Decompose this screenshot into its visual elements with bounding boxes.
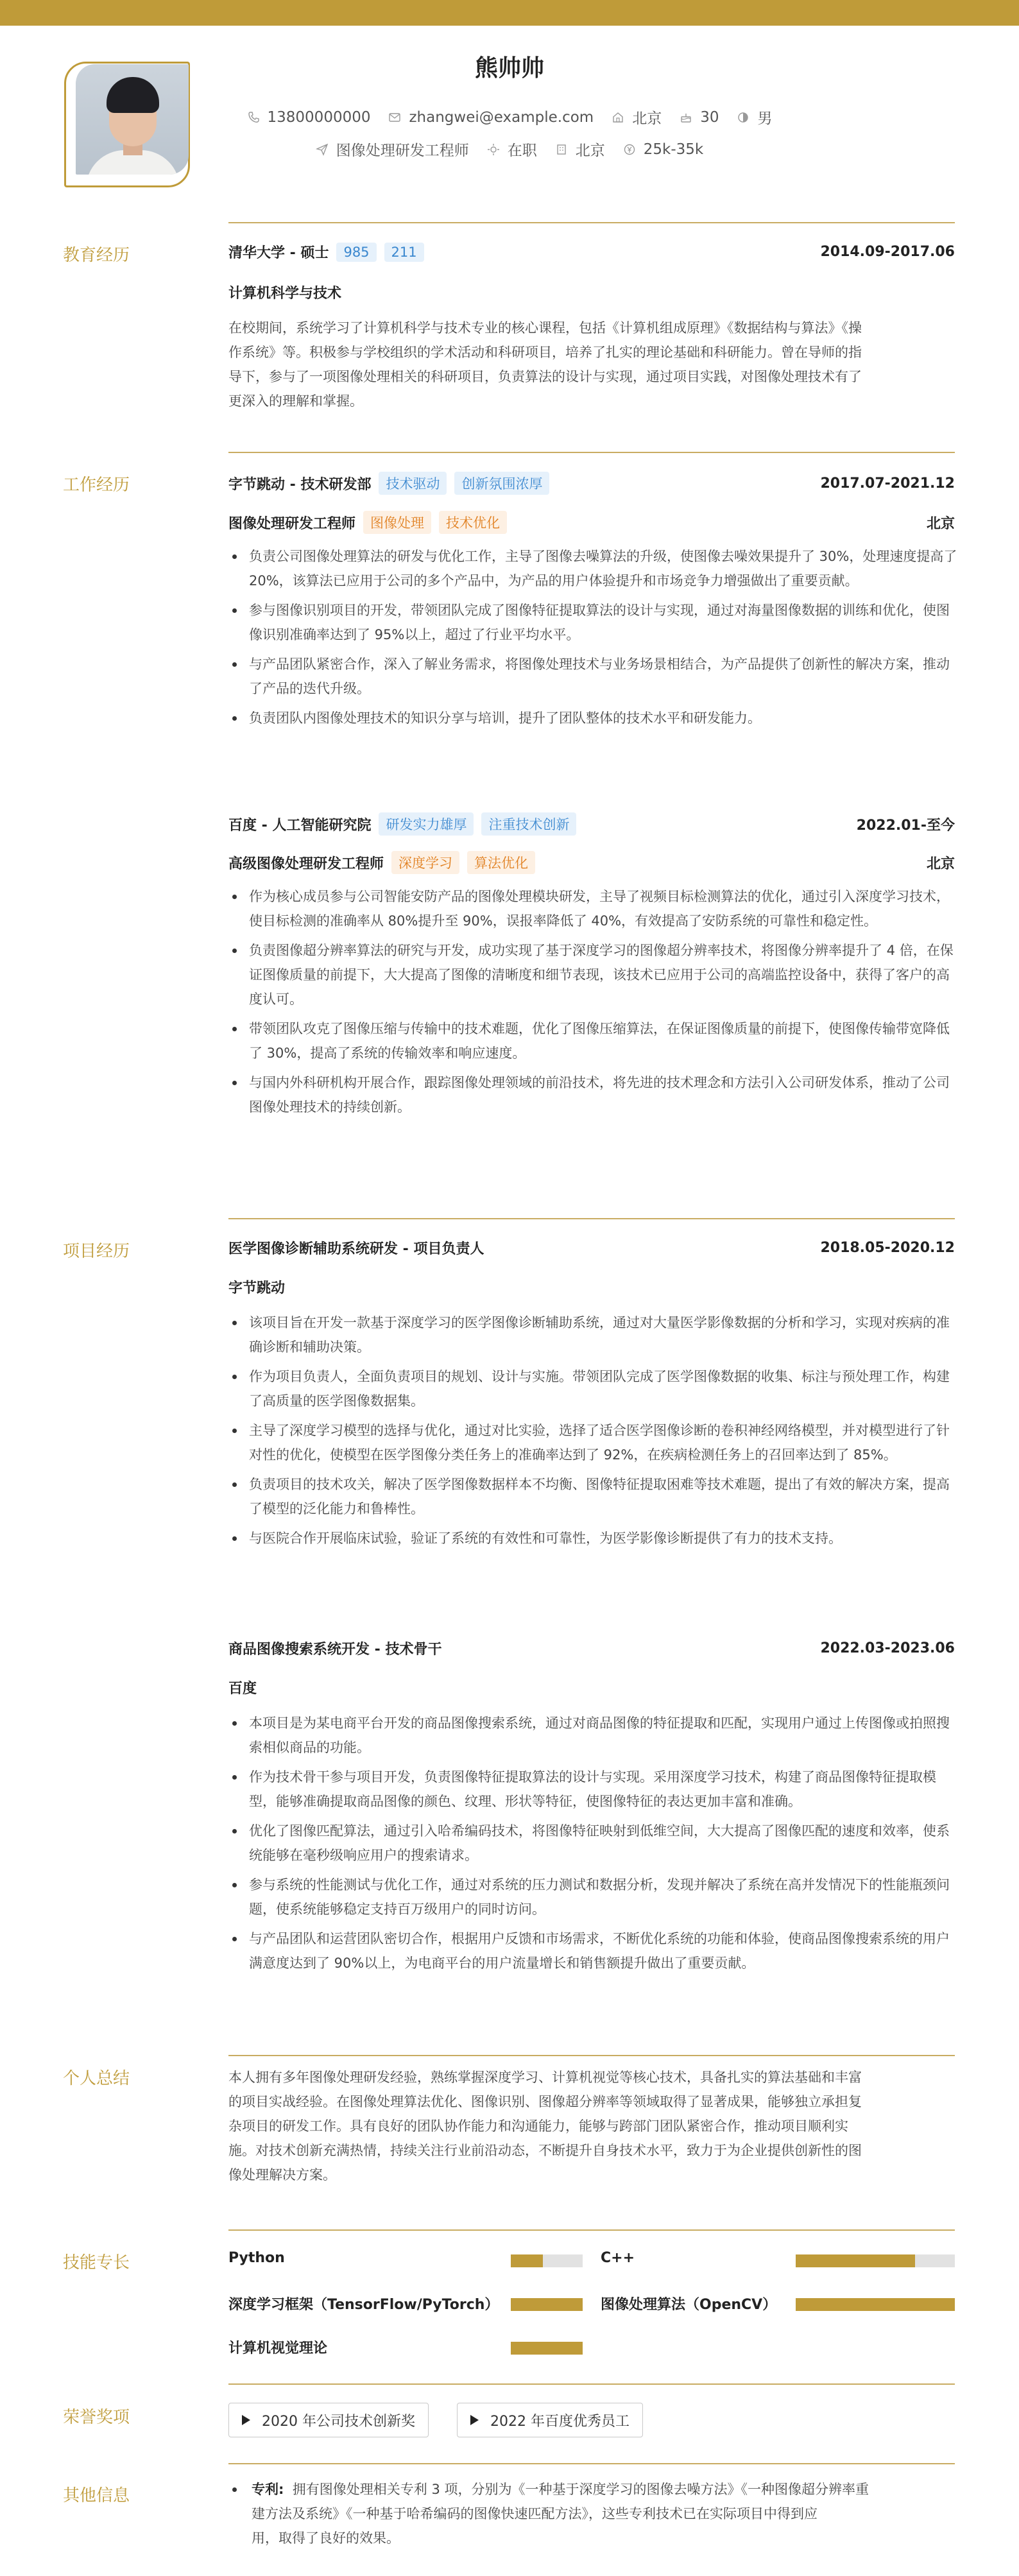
list-item: 与产品团队和运营团队密切合作，根据用户反馈和市场需求，不断优化系统的功能和体验，使商品图像搜索系统的用户满意度达到了 90%以上，为电商平台的用户流量增长和销售额提升做出了重要贡献。 [228, 1927, 957, 1975]
mail-icon [388, 111, 401, 124]
project-org: 百度 [228, 1681, 257, 1697]
list-item: 主导了深度学习模型的选择与优化，通过对比实验，选择了适合医学图像诊断的卷积神经网络模型，并对模型进行了针对性的优化，使模型在医学图像分类任务上的准确率达到了 92%，在疾病检测任务上的召回率达到了 85%。 [228, 1418, 957, 1467]
section-title-project: 项目经历 [63, 1242, 130, 1261]
list-item: 作为核心成员参与公司智能安防产品的图像处理模块研发，主导了视频目标检测算法的优化，通过引入深度学习技术，使目标检测的准确率从 80%提升至 90%，误报率降低了 40%，有效提高了安防系统的可靠性和稳定性。 [228, 884, 957, 933]
skill-bar-fill [796, 2298, 955, 2311]
skill-bar-fill [511, 2342, 583, 2355]
top-accent-bar [0, 0, 1019, 26]
play-icon [470, 2415, 479, 2425]
contact-row [0, 107, 1019, 128]
section-title-education: 教育经历 [63, 246, 130, 265]
section-title-skills: 技能专长 [63, 2253, 130, 2272]
status-icon [487, 143, 500, 156]
skill-bar-fill [511, 2254, 543, 2267]
skill-name: 计算机视觉理论 [228, 2340, 328, 2357]
summary-text: 本人拥有多年图像处理研发经验，熟练掌握深度学习、计算机视觉等核心技术，具备扎实的算法基础和丰富 的项目实战经验。在图像处理算法优化、图像识别、图像超分辨率等领域取得了显著成果，能够独立承担复 杂项目的研发工作。具有良好的团队协作能力和沟通能力，能够与跨部门团队紧密合作，推动项目顺利实 施。对技术创新充满热情，持续关注行业前沿动态，不断提升自身技术水平，致力于为企业提供创新性的图 像处理解决方案。 [228, 2070, 862, 2183]
candidate-name: 熊帅帅 [474, 55, 544, 82]
skill-name: C++ [601, 2250, 635, 2266]
intent-salary: 25k-35k [623, 141, 703, 158]
title-tag: 技术优化 [439, 511, 507, 534]
work-title-row [228, 511, 955, 534]
list-item: 负责图像超分辨率算法的研究与开发，成功实现了基于深度学习的图像超分辨率技术，将图像分辨率提升了 4 倍，在保证图像质量的前提下，大大提高了图像的清晰度和细节表现，该技术已应用于公司的高端监控设备中，获得了客户的高度认可。 [228, 938, 957, 1011]
gender-icon [737, 111, 749, 124]
section-title-other: 其他信息 [63, 2486, 130, 2505]
job-intent-row [0, 139, 1019, 160]
list-item: 负责项目的技术攻关，解决了医学图像数据样本不均衡、图像特征提取困难等技术难题，提出了有效的解决方案，提高了模型的泛化能力和鲁棒性。 [228, 1472, 957, 1521]
work-date: 2022.01-至今 [856, 817, 955, 834]
divider [228, 2463, 955, 2464]
award-item[interactable]: 2022 年百度优秀员工 [457, 2403, 643, 2437]
skill-name: 深度学习框架（TensorFlow/PyTorch） [228, 2297, 499, 2313]
send-icon [316, 143, 329, 156]
intent-city: 北京 [555, 139, 605, 160]
award-item[interactable]: 2020 年公司技术创新奖 [228, 2403, 429, 2437]
list-item: 参与图像识别项目的开发，带领团队完成了图像特征提取算法的设计与实现，通过对海量图像数据的训练和优化，使图像识别准确率达到了 95%以上，超过了行业平均水平。 [228, 598, 957, 647]
skill-name: Python [228, 2250, 285, 2266]
work-title: 图像处理研发工程师 [228, 515, 356, 532]
work-title: 高级图像处理研发工程师 [228, 855, 384, 872]
building-icon [555, 143, 568, 156]
work-bullets [228, 544, 957, 735]
project-bullets [228, 1310, 957, 1556]
skill-bar-fill [511, 2298, 583, 2311]
divider [228, 2055, 955, 2056]
other-info [228, 2477, 957, 2555]
project-date: 2022.03-2023.06 [820, 1640, 955, 1656]
play-icon [242, 2415, 250, 2425]
project-date: 2018.05-2020.12 [820, 1240, 955, 1256]
education-header [228, 242, 955, 262]
work-title-row [228, 851, 955, 874]
education-description: 在校期间，系统学习了计算机科学与技术专业的核心课程，包括《计算机组成原理》《数据结构与算法》《操 作系统》等。积极参与学校组织的学术活动和科研项目，培养了扎实的理论基础和科研能力。曾在导师的指 导下，参与了一项图像处理相关的科研项目，负责算法的设计与实现，通过项目实践，对图像处理技术有了 更深入的理解和掌握。 [228, 320, 862, 409]
work-location: 北京 [926, 515, 955, 532]
work-company: 百度 - 人工智能研究院 [228, 817, 372, 834]
divider [228, 222, 955, 223]
skill-bar [796, 2254, 955, 2267]
education-date: 2014.09-2017.06 [820, 244, 955, 260]
work-company: 字节跳动 - 技术研发部 [228, 476, 372, 493]
section-title-summary: 个人总结 [63, 2069, 130, 2088]
contact-city: 北京 [612, 107, 662, 128]
divider [228, 2229, 955, 2231]
school-tag: 211 [384, 243, 424, 262]
project-org: 字节跳动 [228, 1280, 286, 1296]
list-item: 与国内外科研机构开展合作，跟踪图像处理领域的前沿技术，将先进的技术理念和方法引入公司研发体系，推动了公司图像处理技术的持续创新。 [228, 1070, 957, 1119]
other-label: 专利: [252, 2482, 284, 2497]
list-item: 负责公司图像处理算法的研发与优化工作，主导了图像去噪算法的升级，使图像去噪效果提升了 30%，处理速度提高了 20%，该算法已应用于公司的多个产品中，为产品的用户体验提升和市场竞争力增强做出了重要贡献。 [228, 544, 957, 593]
contact-gender: 男 [737, 107, 772, 128]
work-date: 2017.07-2021.12 [820, 475, 955, 492]
contact-phone: 13800000000 [247, 109, 371, 126]
work-bullets [228, 884, 957, 1124]
skill-name: 图像处理算法（OpenCV） [601, 2297, 777, 2313]
home-icon [612, 111, 624, 124]
title-tag: 深度学习 [391, 851, 459, 874]
phone-icon [247, 111, 260, 124]
contact-email: zhangwei@example.com [388, 109, 594, 126]
divider [228, 452, 955, 453]
project-header [228, 1638, 955, 1658]
project-name: 商品图像搜索系统开发 - 技术骨干 [228, 1642, 442, 1658]
list-item: 作为项目负责人，全面负责项目的规划、设计与实施。带领团队完成了医学图像数据的收集、标注与预处理工作，构建了高质量的医学图像数据集。 [228, 1364, 957, 1413]
list-item: 与产品团队紧密合作，深入了解业务需求，将图像处理技术与业务场景相结合，为产品提供了创新性的解决方案，推动了产品的迭代升级。 [228, 652, 957, 701]
project-header [228, 1238, 955, 1258]
list-item: 作为技术骨干参与项目开发，负责图像特征提取算法的设计与实现。采用深度学习技术，构建了商品图像特征提取模型，能够准确提取商品图像的颜色、纹理、形状等特征，使图像特征的表达更加丰富和准确。 [228, 1765, 957, 1814]
education-major: 计算机科学与技术 [228, 286, 342, 302]
school-tag: 985 [336, 243, 376, 262]
education-school: 清华大学 - 硕士 [228, 245, 329, 261]
work-location: 北京 [926, 855, 955, 872]
list-item: 专利: 拥有图像处理相关专利 3 项，分别为《一种基于深度学习的图像去噪方法》《一种图像超分辨率重 建方法及系统》《一种基于哈希编码的图像快速匹配方法》，这些专利技术已在实际项目中得到应 用，取得了良好的效果。 [228, 2477, 957, 2550]
skill-bar [511, 2298, 583, 2311]
title-tag: 图像处理 [363, 511, 431, 534]
salary-icon [623, 143, 636, 156]
title-tag: 算法优化 [467, 851, 535, 874]
company-tag: 研发实力雄厚 [379, 812, 474, 836]
work-header [228, 472, 955, 495]
company-tag: 技术驱动 [379, 472, 447, 495]
project-name: 医学图像诊断辅助系统研发 - 项目负责人 [228, 1241, 484, 1257]
list-item: 本项目是为某电商平台开发的商品图像搜索系统，通过对商品图像的特征提取和匹配，实现用户通过上传图像或拍照搜索相似商品的功能。 [228, 1711, 957, 1760]
skill-bar [796, 2298, 955, 2311]
intent-status: 在职 [487, 139, 537, 160]
list-item: 参与系统的性能测试与优化工作，通过对系统的压力测试和数据分析，发现并解决了系统在高并发情况下的性能瓶颈问题，使系统能够稳定支持百万级用户的同时访问。 [228, 1873, 957, 1921]
section-title-awards: 荣誉奖项 [63, 2408, 130, 2427]
cake-icon [680, 111, 692, 124]
list-item: 负责团队内图像处理技术的知识分享与培训，提升了团队整体的技术水平和研发能力。 [228, 706, 957, 730]
work-header [228, 812, 955, 836]
skill-bar-fill [796, 2254, 915, 2267]
list-item: 优化了图像匹配算法，通过引入哈希编码技术，将图像特征映射到低维空间，大大提高了图像匹配的速度和效率，使系统能够在毫秒级响应用户的搜索请求。 [228, 1819, 957, 1868]
project-bullets [228, 1711, 957, 1980]
list-item: 该项目旨在开发一款基于深度学习的医学图像诊断辅助系统，通过对大量医学影像数据的分析和学习，实现对疾病的准确诊断和辅助决策。 [228, 1310, 957, 1359]
divider [228, 1218, 955, 1219]
skill-bar [511, 2254, 583, 2267]
section-title-work: 工作经历 [63, 476, 130, 495]
list-item: 与医院合作开展临床试验，验证了系统的有效性和可靠性，为医学影像诊断提供了有力的技术支持。 [228, 1526, 957, 1550]
divider [228, 2383, 955, 2385]
company-tag: 创新氛围浓厚 [454, 472, 549, 495]
company-tag: 注重技术创新 [481, 812, 576, 836]
intent-position: 图像处理研发工程师 [316, 139, 469, 160]
list-item: 带领团队攻克了图像压缩与传输中的技术难题，优化了图像压缩算法，在保证图像质量的前提下，使图像传输带宽降低了 30%，提高了系统的传输效率和响应速度。 [228, 1017, 957, 1065]
contact-age: 30 [680, 109, 719, 126]
skill-bar [511, 2342, 583, 2355]
